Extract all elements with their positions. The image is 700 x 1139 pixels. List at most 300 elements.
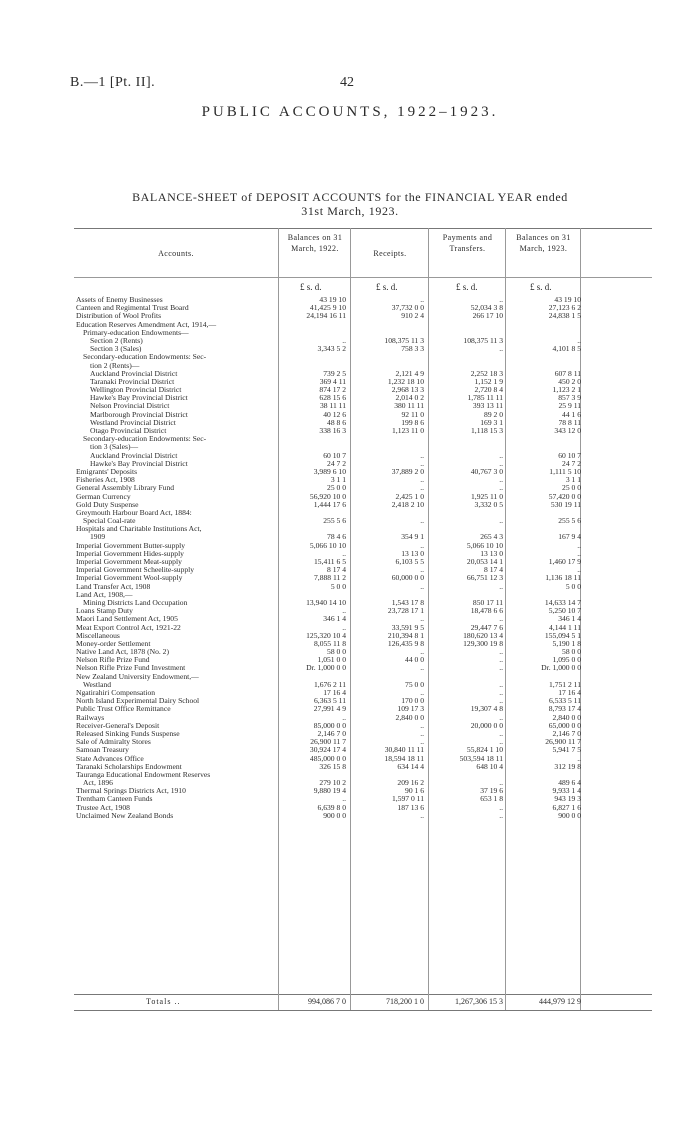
balance-close-cell: 57,420 0 0 xyxy=(548,491,581,501)
receipts-cell: 44 0 0 xyxy=(405,655,424,665)
receipts-cell: 2,014 0 2 xyxy=(395,393,424,403)
payments-cell: 393 13 11 xyxy=(472,401,503,411)
balance-open-cell: 13,940 14 10 xyxy=(306,597,346,607)
balance-close-cell: 255 5 6 xyxy=(558,516,581,526)
receipts-cell: 2,968 13 3 xyxy=(391,385,424,395)
table-row xyxy=(76,427,652,435)
table-row xyxy=(76,321,652,329)
account-name: Loans Stamp Duty xyxy=(76,607,133,616)
col-header-balances-open: Balances on 31 March, 1922. xyxy=(287,233,343,253)
account-name: 1909 xyxy=(90,533,106,542)
balance-open-cell: 15,411 6 5 xyxy=(314,557,346,566)
payments-cell: 180,620 13 4 xyxy=(463,630,503,640)
balance-open-cell: 48 8 6 xyxy=(327,417,346,427)
account-name: Canteen and Regimental Trust Board xyxy=(76,304,189,313)
account-name: Imperial Government Hides-supply xyxy=(76,549,184,558)
payments-cell: 40,767 3 0 xyxy=(470,466,503,476)
receipts-cell: 108,375 11 3 xyxy=(384,335,424,345)
balance-close-cell: 2,146 7 0 xyxy=(552,728,581,738)
payments-cell: 265 4 3 xyxy=(480,532,503,542)
account-name: Education Reserves Amendment Act, 1914,— xyxy=(76,320,217,329)
balance-open-cell: 85,000 0 0 xyxy=(313,720,346,730)
balance-open-cell: 8,055 11 8 xyxy=(314,638,346,648)
table-row xyxy=(76,353,652,361)
balance-close-cell: 346 1 4 xyxy=(558,614,581,624)
balance-open-cell: 739 2 5 xyxy=(323,368,346,378)
receipts-cell: .. xyxy=(420,720,424,730)
account-name: Auckland Provincial District xyxy=(90,451,178,460)
balance-close-cell: 43 19 10 xyxy=(554,295,581,304)
payments-cell: 8 17 4 xyxy=(484,565,503,575)
balance-close-cell: 5,250 10 7 xyxy=(548,606,581,616)
balance-close-cell: 78 8 11 xyxy=(558,417,581,427)
account-name: Sale of Admiralty Stores xyxy=(76,738,151,747)
account-name: North Island Experimental Dairy School xyxy=(76,697,200,706)
payments-cell: 18,478 6 6 xyxy=(470,606,503,616)
receipts-cell: 30,840 11 11 xyxy=(384,745,424,755)
account-name: Trentham Canteen Funds xyxy=(76,795,153,804)
unit-label: £ s. d. xyxy=(456,282,478,292)
balance-close-cell: 1,111 5 10 xyxy=(549,466,581,476)
balance-open-cell: 485,000 0 0 xyxy=(309,753,346,763)
payments-cell: 66,751 12 3 xyxy=(466,573,503,583)
totals-balances-open: 994,086 7 0 xyxy=(308,997,346,1006)
account-name: Hawke's Bay Provincial District xyxy=(90,459,188,468)
receipts-cell: .. xyxy=(420,581,424,591)
balance-open-cell: 27,991 4 9 xyxy=(313,704,346,714)
balance-open-cell: 255 5 6 xyxy=(323,516,346,526)
payments-cell: .. xyxy=(499,655,503,665)
balance-open-cell: 900 0 0 xyxy=(323,810,346,820)
balance-open-cell: 1,051 0 0 xyxy=(317,655,346,665)
col-header-receipts: Receipts. xyxy=(373,249,407,258)
balance-open-cell: 30,924 17 4 xyxy=(309,745,346,755)
payments-cell: 19,307 4 8 xyxy=(470,704,503,714)
totals-top-rule xyxy=(74,994,652,995)
receipts-cell: .. xyxy=(420,565,424,575)
unit-label: £ s. d. xyxy=(376,282,398,292)
account-name: General Assembly Library Fund xyxy=(76,484,175,493)
balance-open-cell: 78 4 6 xyxy=(327,532,346,542)
table-row xyxy=(76,812,652,820)
receipts-cell: 758 3 3 xyxy=(401,344,424,354)
balance-close-cell: 167 9 4 xyxy=(558,532,581,542)
balance-open-cell: 6,363 5 11 xyxy=(314,696,346,706)
payments-cell: 20,053 14 1 xyxy=(466,557,503,566)
receipts-cell: .. xyxy=(420,614,424,624)
payments-cell: 108,375 11 3 xyxy=(463,335,503,345)
account-name: Samoan Treasury xyxy=(76,746,129,755)
payments-cell: 850 17 11 xyxy=(472,597,503,607)
balance-close-cell: 5,190 1 8 xyxy=(552,638,581,648)
account-name: Emigrants' Deposits xyxy=(76,467,138,476)
balance-close-cell: 1,136 18 11 xyxy=(545,573,581,583)
balance-open-cell: .. xyxy=(342,606,346,616)
account-name: Secondary-education Endowments: Sec- xyxy=(83,435,207,444)
payments-cell: .. xyxy=(499,663,503,673)
table-row xyxy=(76,533,652,541)
balance-open-cell: 9,880 19 4 xyxy=(313,786,346,796)
receipts-cell: 634 14 4 xyxy=(397,761,424,771)
balance-open-cell: 1,676 2 11 xyxy=(314,679,346,689)
receipts-cell: 170 0 0 xyxy=(401,696,424,706)
receipts-cell: 23,728 17 1 xyxy=(387,606,424,616)
balance-open-cell: 1,444 17 6 xyxy=(313,499,346,509)
table-row xyxy=(76,583,652,591)
payments-cell: 55,824 1 10 xyxy=(466,745,503,755)
account-name: tion 2 (Rents)— xyxy=(90,361,140,370)
payments-cell: .. xyxy=(499,450,503,460)
payments-cell: 3,332 0 5 xyxy=(474,499,503,509)
account-name: Otago Provincial District xyxy=(90,427,167,435)
table-row xyxy=(76,763,652,771)
balance-open-cell: 279 10 2 xyxy=(319,778,346,788)
account-name: Hawke's Bay Provincial District xyxy=(90,394,188,403)
balance-open-cell: 8 17 4 xyxy=(327,565,346,575)
payments-cell: 2,252 18 3 xyxy=(470,368,503,378)
balance-close-cell: 155,094 5 1 xyxy=(544,630,581,640)
balance-close-cell: 25 0 0 xyxy=(562,483,581,493)
account-name: Assets of Enemy Businesses xyxy=(76,296,163,304)
table-row xyxy=(76,517,652,525)
receipts-cell: 354 9 1 xyxy=(401,532,424,542)
totals-label: Totals .. xyxy=(146,997,181,1006)
payments-cell: 1,785 11 11 xyxy=(467,393,503,403)
receipts-cell: 6,103 5 5 xyxy=(395,557,424,566)
receipts-cell: 187 13 6 xyxy=(397,802,424,812)
receipts-cell: .. xyxy=(420,647,424,657)
balance-close-cell: 3 1 1 xyxy=(565,475,581,485)
account-name: Act, 1896 xyxy=(83,779,113,788)
balance-close-cell: 312 19 8 xyxy=(554,761,581,771)
payments-cell: .. xyxy=(499,728,503,738)
balance-sheet-title-line1: BALANCE-SHEET of DEPOSIT ACCOUNTS for the FINANCIAL YEAR ended xyxy=(132,190,568,204)
payments-cell: .. xyxy=(499,614,503,624)
payments-cell: .. xyxy=(499,475,503,485)
table-bottom-rule xyxy=(74,1010,652,1011)
receipts-cell: .. xyxy=(420,450,424,460)
payments-cell: 37 19 6 xyxy=(480,786,503,796)
receipts-cell: 18,594 18 11 xyxy=(384,753,424,763)
table-row xyxy=(76,664,652,672)
balance-open-cell: 60 10 7 xyxy=(323,450,346,460)
payments-cell: 13 13 0 xyxy=(480,548,503,558)
account-name: Railways xyxy=(76,713,105,722)
account-name: Section 3 (Sales) xyxy=(90,345,142,354)
account-name: Auckland Provincial District xyxy=(90,369,178,378)
balance-close-cell: 27,123 6 2 xyxy=(548,303,581,313)
balance-open-cell: 43 19 10 xyxy=(319,295,346,304)
balance-close-cell: 8,793 17 4 xyxy=(548,704,581,714)
balance-open-cell: .. xyxy=(342,794,346,804)
receipts-cell: 92 11 0 xyxy=(401,409,424,419)
balance-close-cell: 5,941 7 5 xyxy=(552,745,581,755)
payments-cell: .. xyxy=(499,458,503,468)
balance-close-cell: 857 3 9 xyxy=(558,393,581,403)
account-name: Hospitals and Charitable Institutions Act, xyxy=(76,525,202,534)
balance-close-cell: .. xyxy=(577,548,581,558)
receipts-cell: 2,425 1 0 xyxy=(395,491,424,501)
balance-close-cell: 2,840 0 0 xyxy=(552,712,581,722)
payments-cell: .. xyxy=(499,712,503,722)
balance-open-cell: 56,920 10 0 xyxy=(309,491,346,501)
receipts-cell: .. xyxy=(420,663,424,673)
payments-cell: .. xyxy=(499,737,503,747)
balance-close-cell: 900 0 0 xyxy=(558,810,581,820)
unit-label: £ s. d. xyxy=(300,282,322,292)
receipts-cell: 380 11 11 xyxy=(394,401,424,411)
balance-close-cell: 60 10 7 xyxy=(558,450,581,460)
table-row xyxy=(76,746,652,754)
balance-open-cell: 24,194 16 11 xyxy=(306,311,346,321)
balance-close-cell: 24 7 2 xyxy=(562,458,581,468)
account-name: Nelson Rifle Prize Fund Investment xyxy=(76,664,186,673)
payments-cell: 1,118 15 3 xyxy=(471,426,503,435)
receipts-cell: .. xyxy=(420,516,424,526)
receipts-cell: 1,123 11 0 xyxy=(392,426,424,435)
receipts-cell: 209 16 2 xyxy=(397,778,424,788)
header-left: B.—1 [Pt. II]. xyxy=(70,75,156,90)
balance-close-cell: 4,144 1 11 xyxy=(549,622,581,632)
receipts-cell: .. xyxy=(420,295,424,304)
balance-open-cell: 38 11 11 xyxy=(319,401,346,411)
account-name: Marlborough Provincial District xyxy=(90,410,188,419)
account-name: Public Trust Office Remittance xyxy=(76,705,171,714)
account-name: Wellington Provincial District xyxy=(90,386,182,395)
receipts-cell: .. xyxy=(420,688,424,697)
payments-cell: 2,720 8 4 xyxy=(474,385,503,395)
table-row xyxy=(76,435,652,443)
receipts-cell: .. xyxy=(420,728,424,738)
account-name: Gold Duty Suspense xyxy=(76,500,139,509)
payments-cell: 503,594 18 11 xyxy=(459,753,503,763)
payments-cell: .. xyxy=(499,581,503,591)
payments-cell: .. xyxy=(499,295,503,304)
balance-open-cell: 6,639 8 0 xyxy=(317,802,346,812)
balance-close-cell: 489 6 4 xyxy=(558,778,581,788)
balance-open-cell: 628 15 6 xyxy=(319,393,346,403)
balance-open-cell: 2,146 7 0 xyxy=(317,728,346,738)
balance-close-cell: 1,460 17 9 xyxy=(548,557,581,566)
receipts-cell: 126,435 9 8 xyxy=(387,638,424,648)
account-name: Primary-education Endowments— xyxy=(83,328,189,337)
account-name: Tauranga Educational Endowment Reserves xyxy=(76,770,211,779)
table-row xyxy=(76,345,652,353)
table-top-rule xyxy=(74,228,652,229)
account-name: Taranaki Scholarships Endowment xyxy=(76,762,182,771)
account-name: New Zealand University Endowment,— xyxy=(76,672,199,681)
account-name: Unclaimed New Zealand Bonds xyxy=(76,811,174,820)
balance-open-cell: .. xyxy=(342,712,346,722)
balance-close-cell: 530 19 11 xyxy=(550,499,581,509)
balance-close-cell: .. xyxy=(577,540,581,550)
account-name: Imperial Government Scheelite-supply xyxy=(76,566,195,575)
receipts-cell: .. xyxy=(420,540,424,550)
totals-balances-close: 444,979 12 9 xyxy=(539,997,581,1006)
receipts-cell: 33,591 9 5 xyxy=(391,622,424,632)
balance-close-cell: 65,000 0 0 xyxy=(548,720,581,730)
balance-close-cell: 24,838 1 5 xyxy=(548,311,581,321)
balance-close-cell: .. xyxy=(577,753,581,763)
account-name: Special Coal-rate xyxy=(83,517,136,526)
payments-cell: .. xyxy=(499,679,503,689)
receipts-cell: .. xyxy=(420,458,424,468)
balance-close-cell: .. xyxy=(577,565,581,575)
account-name: Miscellaneous xyxy=(76,631,120,640)
account-name: Taranaki Provincial District xyxy=(90,377,175,386)
table-row xyxy=(76,542,652,550)
receipts-cell: 13 13 0 xyxy=(401,548,424,558)
balance-close-cell: 343 12 0 xyxy=(554,426,581,435)
balance-close-cell: 1,123 2 1 xyxy=(552,385,581,395)
receipts-cell: .. xyxy=(420,475,424,485)
account-name: Nelson Provincial District xyxy=(90,402,170,411)
receipts-cell: 1,543 17 8 xyxy=(391,597,424,607)
account-name: Money-order Settlement xyxy=(76,639,151,648)
account-name: Imperial Government Wool-supply xyxy=(76,574,183,583)
balance-open-cell: 26,900 11 7 xyxy=(310,737,346,747)
balance-close-cell: 1,095 0 0 xyxy=(552,655,581,665)
account-name: Mining Districts Land Occupation xyxy=(83,598,188,607)
payments-cell: .. xyxy=(499,647,503,657)
account-name: Ngatirahiri Compensation xyxy=(76,689,156,697)
account-name: Greymouth Harbour Board Act, 1884: xyxy=(76,508,192,517)
receipts-cell: 1,597 0 11 xyxy=(392,794,424,804)
balance-close-cell: 58 0 0 xyxy=(562,647,581,657)
balance-open-cell: Dr. 1,000 0 0 xyxy=(306,663,346,673)
payments-cell: 129,300 19 8 xyxy=(463,638,503,648)
account-name: Released Sinking Funds Suspense xyxy=(76,729,180,738)
balance-open-cell: 5 0 0 xyxy=(330,581,346,591)
balance-close-cell: 44 1 6 xyxy=(562,409,581,419)
header-bottom-rule xyxy=(74,277,652,278)
balance-close-cell: 5 0 0 xyxy=(565,581,581,591)
account-name: Distribution of Wool Profits xyxy=(76,312,162,321)
balance-close-cell: 9,933 1 4 xyxy=(552,786,581,796)
balance-close-cell: 25 9 11 xyxy=(558,401,581,411)
balance-sheet-title-line2: 31st March, 1923. xyxy=(301,204,399,218)
balance-open-cell: 3,343 5 2 xyxy=(317,344,346,354)
receipts-cell: 37,889 2 0 xyxy=(391,466,424,476)
balance-close-cell: 17 16 4 xyxy=(558,688,581,697)
balance-close-cell: 450 2 0 xyxy=(558,376,581,386)
page-title: PUBLIC ACCOUNTS, 1922–1923. xyxy=(201,104,499,120)
receipts-cell: 199 8 6 xyxy=(401,417,424,427)
receipts-cell: 37,732 0 0 xyxy=(391,303,424,313)
balance-close-cell: 26,900 11 7 xyxy=(545,737,581,747)
balance-close-cell: 943 19 3 xyxy=(554,794,581,804)
account-name: tion 3 (Sales)— xyxy=(90,443,139,452)
balance-open-cell: 17 16 4 xyxy=(323,688,346,697)
table-row xyxy=(76,329,652,337)
payments-cell: 52,034 3 8 xyxy=(470,303,503,313)
receipts-cell: .. xyxy=(420,483,424,493)
table-row xyxy=(76,558,652,566)
balance-close-cell: 6,533 5 11 xyxy=(549,696,581,706)
account-name: Land Act, 1908,— xyxy=(76,590,133,599)
accounts-table-body xyxy=(76,296,652,820)
balance-open-cell: 874 17 2 xyxy=(319,385,346,395)
account-name: Maori Land Settlement Act, 1905 xyxy=(76,615,178,624)
balance-open-cell: 40 12 6 xyxy=(323,409,346,419)
balance-close-cell: 4,101 8 5 xyxy=(552,344,581,354)
receipts-cell: .. xyxy=(420,737,424,747)
account-name: State Advances Office xyxy=(76,754,144,763)
account-name: Nelson Rifle Prize Fund xyxy=(76,656,150,665)
account-name: Native Land Act, 1878 (No. 2) xyxy=(76,648,170,657)
account-name: German Currency xyxy=(76,492,131,501)
account-name: Imperial Government Butter-supply xyxy=(76,541,186,550)
account-name: Thermal Springs Districts Act, 1910 xyxy=(76,787,186,796)
totals-row xyxy=(76,997,652,1007)
account-name: Imperial Government Meat-supply xyxy=(76,558,182,566)
table-row xyxy=(76,312,652,320)
balance-open-cell: 41,425 9 10 xyxy=(309,303,346,313)
payments-cell: .. xyxy=(499,344,503,354)
balance-close-cell: 607 8 11 xyxy=(554,368,581,378)
balance-close-cell: 6,827 1 6 xyxy=(552,802,581,812)
balance-open-cell: 58 0 0 xyxy=(327,647,346,657)
account-name: Fisheries Act, 1908 xyxy=(76,476,135,485)
balance-open-cell: 346 1 4 xyxy=(323,614,346,624)
receipts-cell: 109 17 3 xyxy=(397,704,424,714)
account-name: Meat Export Control Act, 1921-22 xyxy=(76,623,181,632)
col-header-accounts: Accounts. xyxy=(158,249,194,258)
balance-open-cell: 24 7 2 xyxy=(327,458,346,468)
receipts-cell: 910 2 4 xyxy=(401,311,424,321)
balance-open-cell: 125,320 10 4 xyxy=(306,630,346,640)
balance-open-cell: 338 16 3 xyxy=(319,426,346,435)
receipts-cell: 210,394 8 1 xyxy=(387,630,424,640)
receipts-cell: 90 1 6 xyxy=(405,786,424,796)
payments-cell: 89 2 0 xyxy=(484,409,503,419)
balance-close-cell: Dr. 1,000 0 0 xyxy=(541,663,581,673)
col-header-balances-close: Balances on 31 March, 1923. xyxy=(516,233,571,253)
balance-open-cell: .. xyxy=(342,622,346,632)
payments-cell: 29,447 7 6 xyxy=(470,622,503,632)
totals-payments: 1,267,306 15 3 xyxy=(455,997,503,1006)
account-name: Receiver-General's Deposit xyxy=(76,721,160,730)
page-number: 42 xyxy=(340,75,354,90)
payments-cell: 169 3 1 xyxy=(480,417,503,427)
balance-open-cell: 326 15 8 xyxy=(319,761,346,771)
payments-cell: .. xyxy=(499,810,503,820)
balance-open-cell: 5,066 10 10 xyxy=(309,540,346,550)
balance-open-cell: 3 1 1 xyxy=(330,475,346,485)
totals-receipts: 718,200 1 0 xyxy=(386,997,424,1006)
payments-cell: 1,152 1 9 xyxy=(474,376,503,386)
balance-open-cell: 25 0 0 xyxy=(327,483,346,493)
payments-cell: .. xyxy=(499,483,503,493)
account-name: Land Transfer Act, 1908 xyxy=(76,582,151,591)
col-header-payments: Payments and Transfers. xyxy=(442,233,493,253)
unit-label: £ s. d. xyxy=(530,282,552,292)
receipts-cell: 2,418 2 10 xyxy=(391,499,424,509)
balance-open-cell: 369 4 11 xyxy=(319,376,346,386)
payments-cell: 266 17 10 xyxy=(472,311,503,321)
account-name: Section 2 (Rents) xyxy=(90,336,143,345)
receipts-cell: 2,121 4 9 xyxy=(395,368,424,378)
balance-sheet-title xyxy=(60,190,640,218)
payments-cell: 653 1 8 xyxy=(480,794,503,804)
receipts-cell: .. xyxy=(420,810,424,820)
balance-open-cell: 3,989 6 10 xyxy=(313,466,346,476)
payments-cell: 5,066 10 10 xyxy=(466,540,503,550)
balance-close-cell: 14,633 14 7 xyxy=(544,597,581,607)
receipts-cell: 75 0 0 xyxy=(405,679,424,689)
payments-cell: .. xyxy=(499,696,503,706)
receipts-cell: 60,000 0 0 xyxy=(391,573,424,583)
